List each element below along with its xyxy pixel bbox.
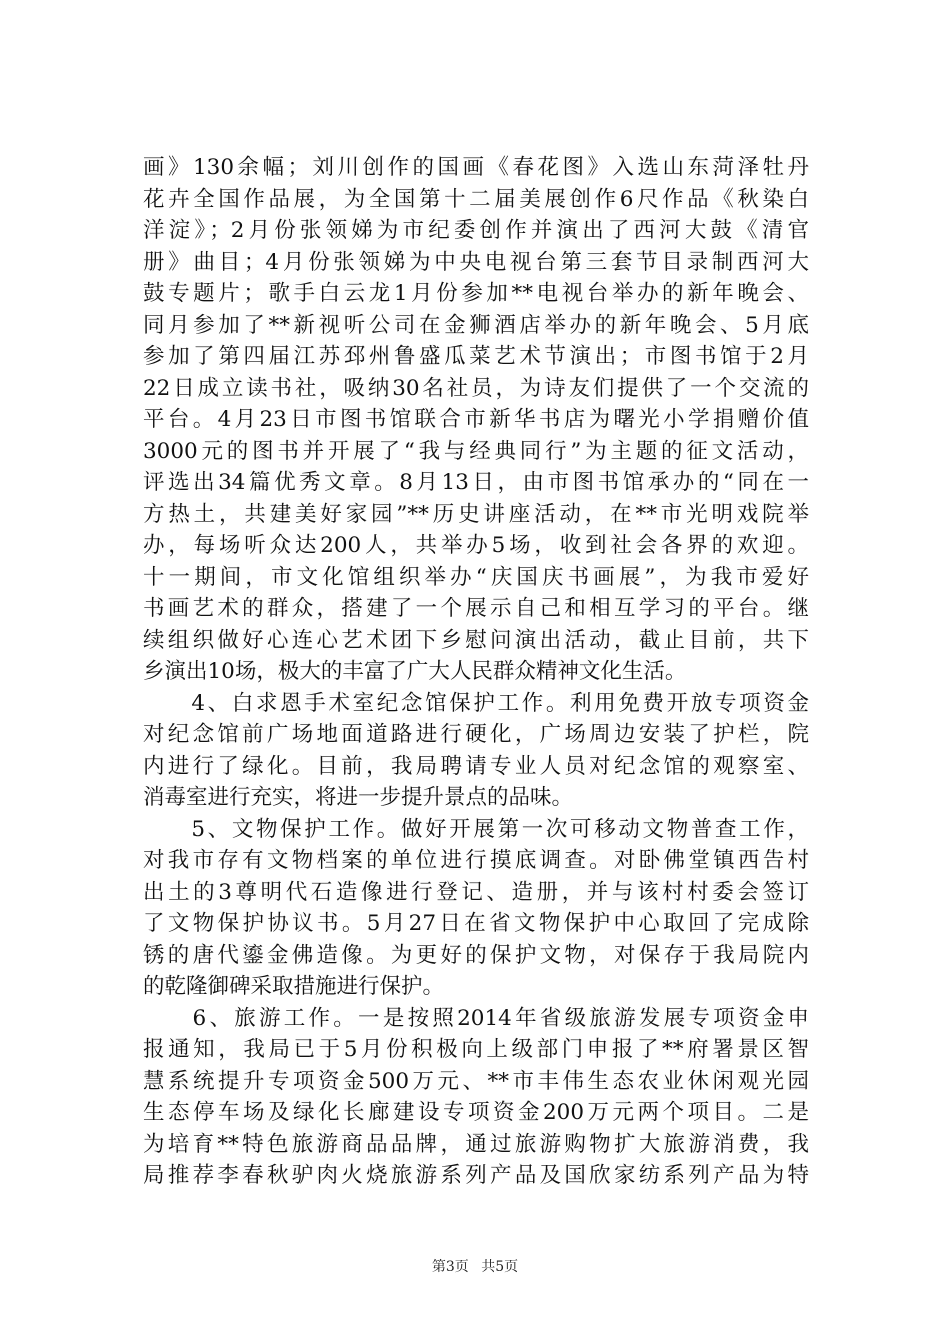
text-line: 同月参加了**新视听公司在金狮酒店举办的新年晚会、5月底	[143, 312, 809, 338]
text-line: 鼓专题片；歌手白云龙1月份参加**电视台举办的新年晚会、	[143, 281, 809, 306]
text-line: 评选出34篇优秀文章。8月13日，由市图书馆承办的“同在一	[143, 470, 809, 495]
text-line: 3000元的图书并开展了“我与经典同行”为主题的征文活动，	[143, 438, 809, 464]
page-number: 第3页	[431, 1259, 469, 1275]
text-line: 十一期间，市文化馆组织举办“庆国庆书画展”，为我市爱好	[143, 564, 809, 590]
text-line: 5、文物保护工作。做好开展第一次可移动文物普查工作，	[143, 816, 809, 842]
text-line: 对纪念馆前广场地面道路进行硬化，广场周边安装了护栏，院	[143, 722, 809, 747]
text-line: 为培育**特色旅游商品品牌，通过旅游购物扩大旅游消费，我	[143, 1131, 809, 1157]
text-line: 生态停车场及绿化长廊建设专项资金200万元两个项目。二是	[143, 1100, 809, 1125]
text-line: 4、白求恩手术室纪念馆保护工作。利用免费开放专项资金	[143, 690, 809, 716]
text-line: 洋淀》；2月份张领娣为市纪委创作并演出了西河大鼓《清官	[143, 218, 809, 243]
text-line: 续组织做好心连心艺术团下乡慰问演出活动，截止目前，共下	[143, 627, 809, 653]
text-line: 乡演出10场，极大的丰富了广大人民群众精神文化生活。	[143, 659, 687, 684]
text-line: 册》曲目；4月份张领娣为中央电视台第三套节目录制西河大	[143, 249, 809, 275]
text-line: 局推荐李春秋驴肉火烧旅游系列产品及国欣家纺系列产品为特	[143, 1163, 809, 1188]
text-line: 画》130余幅；刘川创作的国画《春花图》入选山东菏泽牡丹	[143, 155, 809, 180]
text-line: 内进行了绿化。目前，我局聘请专业人员对纪念馆的观察室、	[143, 753, 809, 779]
text-line: 的乾隆御碑采取措施进行保护。	[143, 974, 445, 999]
text-line: 6、旅游工作。一是按照2014年省级旅游发展专项资金申	[143, 1005, 809, 1031]
text-line: 出土的3尊明代石造像进行登记、造册，并与该村村委会签订	[143, 879, 809, 905]
text-line: 办，每场听众达200人，共举办5场，收到社会各界的欢迎。	[143, 533, 809, 558]
text-line: 参加了第四届江苏邳州鲁盛瓜菜艺术节演出；市图书馆于2月	[143, 344, 809, 369]
text-line: 慧系统提升专项资金500万元、**市丰伟生态农业休闲观光园	[143, 1068, 809, 1094]
text-line: 报通知，我局已于5月份积极向上级部门申报了**府署景区智	[143, 1037, 809, 1062]
text-line: 方热土，共建美好家园”**历史讲座活动，在**市光明戏院举	[143, 501, 809, 527]
page-total: 共5页	[481, 1259, 519, 1275]
text-line: 锈的唐代鎏金佛造像。为更好的保护文物，对保存于我局院内	[143, 942, 809, 968]
text-line: 22日成立读书社，吸纳30名社员，为诗友们提供了一个交流的	[143, 375, 809, 401]
page-footer	[0, 1257, 950, 1277]
text-line: 了文物保护协议书。5月27日在省文物保护中心取回了完成除	[143, 911, 809, 936]
text-line: 书画艺术的群众，搭建了一个展示自己和相互学习的平台。继	[143, 596, 809, 621]
text-line: 花卉全国作品展，为全国第十二届美展创作6尺作品《秋染白	[143, 186, 809, 212]
text-line: 对我市存有文物档案的单位进行摸底调查。对卧佛堂镇西告村	[143, 848, 809, 873]
text-line: 消毒室进行充实，将进一步提升景点的品味。	[143, 785, 574, 810]
document-body	[143, 152, 809, 1192]
text-line: 平台。4月23日市图书馆联合市新华书店为曙光小学捐赠价值	[143, 407, 809, 432]
